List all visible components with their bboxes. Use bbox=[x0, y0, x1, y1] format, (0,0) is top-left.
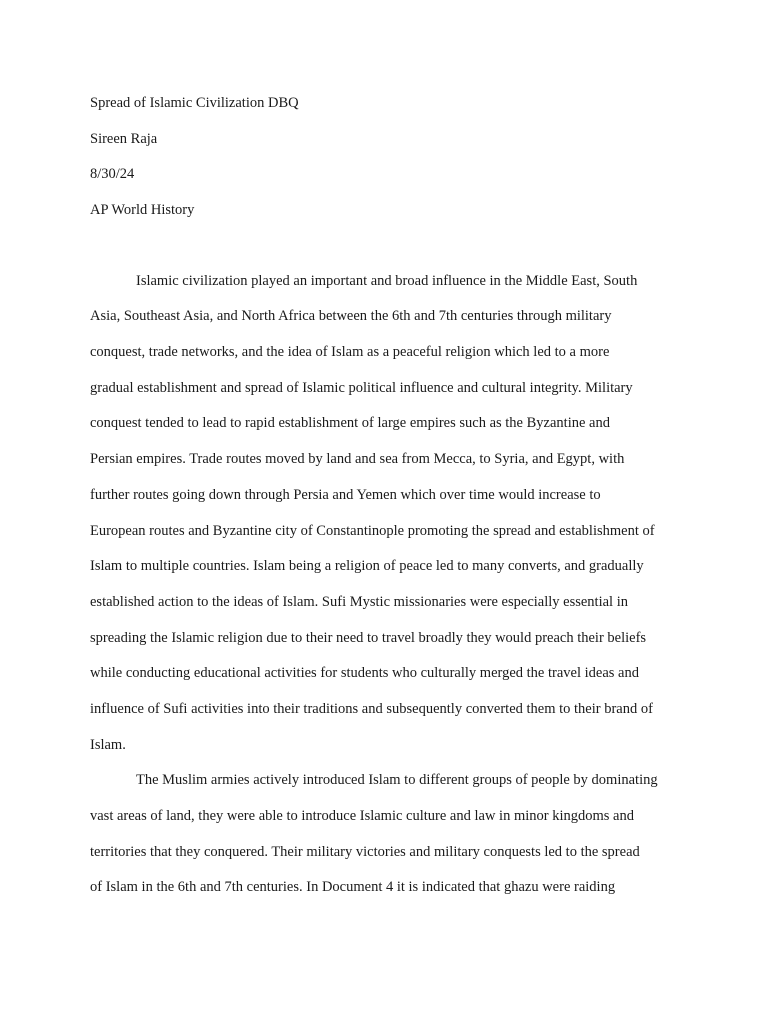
paragraph-line: Islam. bbox=[90, 737, 126, 753]
document-date: 8/30/24 bbox=[90, 166, 135, 182]
paragraph-line: European routes and Byzantine city of Constantinople promoting the spread and establishment of bbox=[90, 523, 655, 539]
paragraph-line: conquest tended to lead to rapid establishment of large empires such as the Byzantine and bbox=[90, 415, 610, 431]
paragraph-line: Persian empires. Trade routes moved by land and sea from Mecca, to Syria, and Egypt, with bbox=[90, 451, 625, 467]
paragraph-line: further routes going down through Persia and Yemen which over time would increase to bbox=[90, 487, 601, 503]
paragraph-line: established action to the ideas of Islam. Sufi Mystic missionaries were especially essential in bbox=[90, 594, 628, 610]
paragraph-line: Asia, Southeast Asia, and North Africa between the 6th and 7th centuries through military bbox=[90, 308, 612, 324]
paragraph-line: The Muslim armies actively introduced Islam to different groups of people by dominating bbox=[136, 772, 658, 788]
paragraph-line: Islam to multiple countries. Islam being a religion of peace led to many converts, and gradually bbox=[90, 558, 644, 574]
paragraph-line: territories that they conquered. Their military victories and military conquests led to the spread bbox=[90, 844, 640, 860]
paragraph-line: spreading the Islamic religion due to their need to travel broadly they would preach their beliefs bbox=[90, 630, 647, 646]
author-name: Sireen Raja bbox=[90, 131, 158, 147]
paragraph-line: of Islam in the 6th and 7th centuries. In Document 4 it is indicated that ghazu were raiding bbox=[90, 879, 616, 895]
paragraph-line: gradual establishment and spread of Islamic political influence and cultural integrity. Military bbox=[90, 380, 633, 396]
course-name: AP World History bbox=[90, 202, 195, 218]
paragraph-line: conquest, trade networks, and the idea of Islam as a peaceful religion which led to a more bbox=[90, 344, 610, 360]
paragraph-line: while conducting educational activities for students who culturally merged the travel ideas and bbox=[90, 665, 639, 681]
paragraph-line: vast areas of land, they were able to introduce Islamic culture and law in minor kingdoms and bbox=[90, 808, 634, 824]
paragraph-line: Islamic civilization played an important and broad influence in the Middle East, South bbox=[136, 273, 638, 289]
document-title: Spread of Islamic Civilization DBQ bbox=[90, 95, 299, 111]
paragraph-line: influence of Sufi activities into their traditions and subsequently converted them to their brand of bbox=[90, 701, 653, 717]
